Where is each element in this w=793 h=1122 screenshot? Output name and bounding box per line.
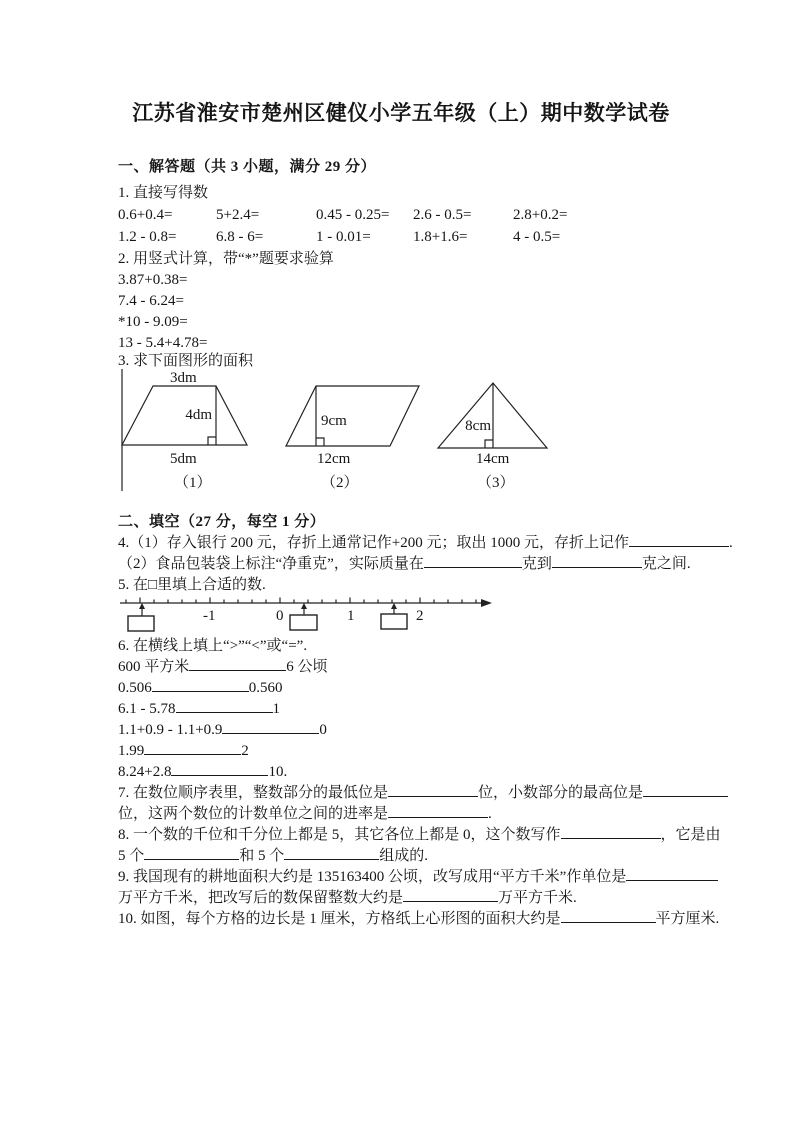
q9-line2 bbox=[118, 888, 684, 909]
answer-blank bbox=[388, 783, 478, 797]
answer-blank bbox=[552, 554, 642, 568]
answer-box-pointer bbox=[381, 603, 407, 629]
answer-blank bbox=[176, 699, 273, 713]
q9-text: 9. 我国现有的耕地面积大约是 135163400 公顷，改写成用“平方千米”作单位是 bbox=[118, 869, 627, 885]
dimension-label: 5dm bbox=[170, 451, 197, 467]
expression: 2.6 - 0.5= bbox=[413, 207, 472, 223]
tick-label: 1 bbox=[347, 608, 355, 624]
q2-expression: 7.4 - 6.24= bbox=[118, 293, 184, 309]
expression: 2.8+0.2= bbox=[513, 207, 568, 223]
expression: 0.45 - 0.25= bbox=[316, 207, 390, 223]
answer-box bbox=[128, 616, 154, 631]
figure-caption: （3） bbox=[477, 475, 515, 491]
q5-label: 5. 在□里填上合适的数. bbox=[118, 577, 266, 593]
q10-line bbox=[118, 909, 720, 930]
q4-text: 克之间. bbox=[641, 556, 691, 572]
compare-left: 600 平方米 bbox=[118, 659, 190, 675]
q6-item bbox=[118, 762, 684, 783]
q7-text: . bbox=[488, 806, 492, 822]
answer-blank bbox=[424, 554, 522, 568]
q4-line1 bbox=[118, 533, 733, 554]
compare-right: 0 bbox=[319, 722, 327, 738]
dimension-label: 9cm bbox=[321, 413, 347, 429]
answer-blank bbox=[144, 741, 241, 755]
q2-expression: *10 - 9.09= bbox=[118, 314, 188, 330]
section2-heading: 二、填空（27 分，每空 1 分） bbox=[118, 514, 326, 530]
q9-text: 万平方千米，把改写后的数保留整数大约是 bbox=[118, 890, 404, 906]
answer-blank bbox=[284, 846, 379, 860]
q7-text: 7. 在数位顺序表里，整数部分的最低位是 bbox=[118, 785, 389, 801]
q1-label: 1. 直接写得数 bbox=[118, 185, 209, 201]
triangle-figure bbox=[438, 383, 547, 491]
answer-blank bbox=[629, 533, 729, 547]
q8-text: 组成的. bbox=[379, 848, 429, 864]
answer-blank bbox=[626, 867, 718, 881]
q4-text: 4.（1）存入银行 200 元，存折上通常记作+200 元；取出 1000 元，存折上记作 bbox=[118, 535, 629, 551]
answer-box-pointer bbox=[128, 603, 154, 631]
compare-left: 0.506 bbox=[118, 680, 152, 696]
exam-content bbox=[118, 0, 733, 930]
expression: 6.8 - 6= bbox=[216, 229, 264, 245]
expression: 0.6+0.4= bbox=[118, 207, 173, 223]
q1-row2 bbox=[118, 226, 684, 248]
q6-item bbox=[118, 699, 684, 720]
answer-blank bbox=[152, 678, 249, 692]
answer-blank bbox=[144, 846, 239, 860]
q8-text: 8. 一个数的千位和千分位上都是 5，其它各位上都是 0，这个数写作 bbox=[118, 827, 561, 843]
q7-text: 位，这两个数位的计数单位之间的进率是 bbox=[118, 806, 389, 822]
q7-line1 bbox=[118, 783, 684, 804]
q8-text: ，它是由 bbox=[660, 827, 721, 843]
tick-label: 0 bbox=[276, 608, 284, 624]
compare-left: 6.1 - 5.78 bbox=[118, 701, 176, 717]
dimension-label: 3dm bbox=[170, 370, 197, 386]
q4-text: 克到 bbox=[521, 556, 552, 572]
q8-text: 5 个 bbox=[118, 848, 145, 864]
dimension-label: 8cm bbox=[465, 418, 491, 434]
compare-right: 10. bbox=[268, 764, 288, 780]
dimension-label: 4dm bbox=[185, 407, 212, 423]
section1-heading: 一、解答题（共 3 小题，满分 29 分） bbox=[118, 159, 377, 175]
dimension-label: 12cm bbox=[317, 451, 351, 467]
answer-blank bbox=[643, 783, 728, 797]
compare-right: 2 bbox=[241, 743, 249, 759]
q8-text: 和 5 个 bbox=[239, 848, 285, 864]
q7-text: 位，小数部分的最高位是 bbox=[478, 785, 644, 801]
q10-text: 10. 如图，每个方格的边长是 1 厘米，方格纸上心形图的面积大约是 bbox=[118, 911, 561, 927]
q5-number-line bbox=[118, 596, 508, 636]
expression: 1.8+1.6= bbox=[413, 229, 468, 245]
answer-blank bbox=[189, 657, 286, 671]
figure-caption: （1） bbox=[174, 475, 212, 491]
q10-text: 平方厘米. bbox=[655, 911, 720, 927]
tick-label: 2 bbox=[416, 608, 424, 624]
compare-left: 1.1+0.9 - 1.1+0.9 bbox=[118, 722, 223, 738]
q2-label: 2. 用竖式计算，带“*”题要求验算 bbox=[118, 251, 334, 267]
q3-figures bbox=[118, 366, 588, 492]
answer-blank bbox=[222, 720, 319, 734]
q6-label: 6. 在横线上填上“>”“<”或“=”. bbox=[118, 638, 308, 654]
q4-line2 bbox=[118, 554, 691, 575]
q2-expression: 13 - 5.4+4.78= bbox=[118, 335, 208, 351]
q6-item bbox=[118, 720, 684, 741]
axis-arrowhead bbox=[481, 599, 492, 607]
compare-left: 8.24+2.8 bbox=[118, 764, 172, 780]
compare-right: 6 公顷 bbox=[286, 659, 328, 675]
q8-line2 bbox=[118, 846, 684, 867]
answer-blank bbox=[403, 888, 498, 902]
q2-expression: 3.87+0.38= bbox=[118, 272, 188, 288]
expression: 1.2 - 0.8= bbox=[118, 229, 177, 245]
q1-row1 bbox=[118, 204, 684, 226]
q7-line2 bbox=[118, 804, 684, 825]
page-title: 江苏省淮安市楚州区健仪小学五年级（上）期中数学试卷 bbox=[132, 101, 670, 125]
expression: 5+2.4= bbox=[216, 207, 260, 223]
q6-item bbox=[118, 657, 684, 678]
trapezoid-figure bbox=[122, 370, 247, 491]
expression: 1 - 0.01= bbox=[316, 229, 371, 245]
q9-line1 bbox=[118, 867, 684, 888]
q8-line1 bbox=[118, 825, 721, 846]
answer-blank bbox=[388, 804, 488, 818]
q3-label: 3. 求下面图形的面积 bbox=[118, 353, 254, 369]
compare-left: 1.99 bbox=[118, 743, 145, 759]
q4-text: . bbox=[728, 535, 733, 551]
answer-box-pointer bbox=[290, 603, 317, 630]
answer-box bbox=[381, 614, 407, 629]
compare-right: 0.560 bbox=[248, 680, 283, 696]
q9-text: 万平方千米. bbox=[498, 890, 577, 906]
parallelogram-figure bbox=[286, 386, 419, 491]
q4-text: （2）食品包装袋上标注“净重克”，实际质量在 bbox=[118, 556, 424, 572]
answer-box bbox=[290, 615, 317, 630]
tick-label: -1 bbox=[203, 608, 216, 624]
tick-marks bbox=[126, 598, 476, 604]
q6-item bbox=[118, 678, 684, 699]
answer-blank bbox=[171, 762, 268, 776]
expression: 4 - 0.5= bbox=[513, 229, 561, 245]
q6-item bbox=[118, 741, 684, 762]
figure-caption: （2） bbox=[321, 475, 359, 491]
answer-blank bbox=[561, 825, 661, 839]
dimension-label: 14cm bbox=[476, 451, 510, 467]
answer-blank bbox=[561, 909, 656, 923]
compare-right: 1 bbox=[272, 701, 280, 717]
